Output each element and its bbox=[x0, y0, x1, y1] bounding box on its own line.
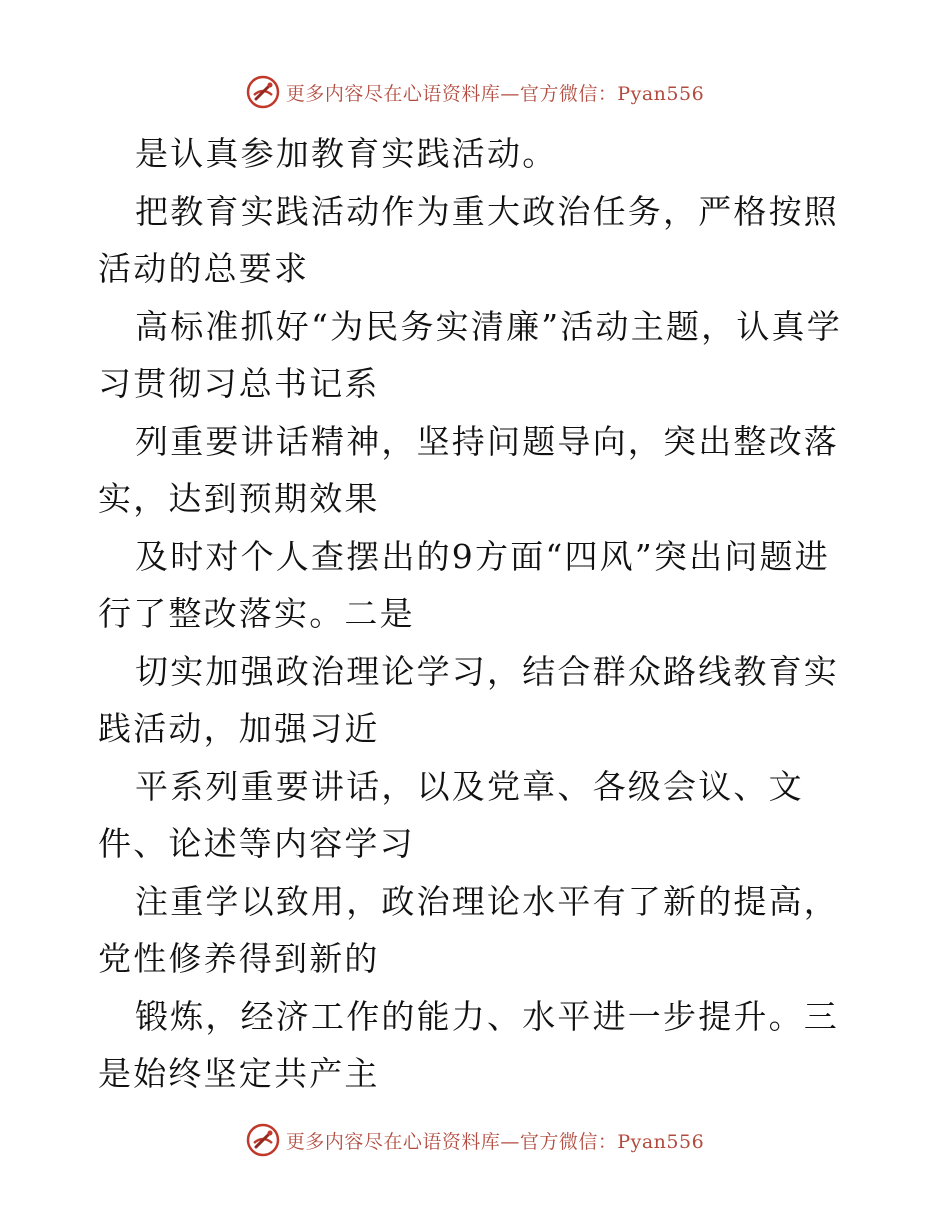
header-banner bbox=[0, 72, 950, 112]
header-banner-text: 更多内容尽在心语资料库—官方微信：Pyan556 bbox=[285, 82, 705, 105]
footer-banner bbox=[0, 1120, 950, 1160]
paragraph: 是认真参加教育实践活动。 bbox=[135, 134, 558, 173]
paragraph: 锻炼，经济工作的能力、水平进一步提升。三是始终坚定共产主 bbox=[98, 996, 839, 1093]
document-body bbox=[98, 125, 858, 1103]
paragraph: 平系列重要讲话，以及党章、各级会议、文件、论述等内容学习 bbox=[98, 766, 804, 863]
footer-banner-text: 更多内容尽在心语资料库—官方微信：Pyan556 bbox=[285, 1130, 705, 1153]
paragraph: 及时对个人查摆出的9方面“四风”突出问题进行了整改落实。二是 bbox=[98, 536, 830, 633]
book-pen-logo-icon bbox=[246, 75, 280, 109]
paragraph: 列重要讲话精神，坚持问题导向，突出整改落实，达到预期效果 bbox=[98, 421, 839, 518]
paragraph: 高标准抓好“为民务实清廉”活动主题，认真学习贯彻习总书记系 bbox=[98, 306, 842, 403]
paragraph: 注重学以致用，政治理论水平有了新的提高，党性修养得到新的 bbox=[98, 881, 839, 978]
paragraph: 切实加强政治理论学习，结合群众路线教育实践活动，加强习近 bbox=[98, 651, 839, 748]
paragraph: 把教育实践活动作为重大政治任务，严格按照活动的总要求 bbox=[98, 191, 839, 288]
book-pen-logo-icon bbox=[246, 1123, 280, 1157]
